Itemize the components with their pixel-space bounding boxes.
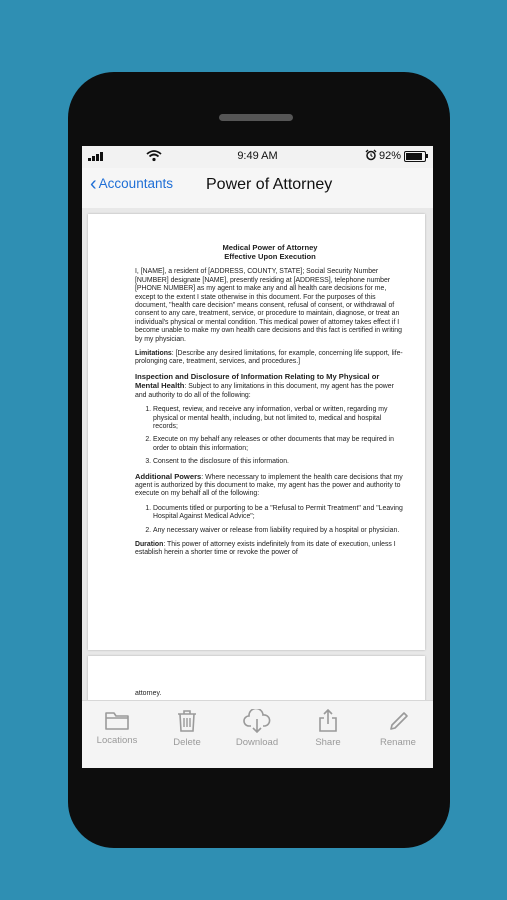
battery-percentage: 92%: [379, 150, 402, 162]
bottom-toolbar: [82, 700, 433, 768]
locations-button[interactable]: [82, 709, 152, 746]
delete-label: Delete: [173, 737, 201, 748]
list-item: 3. Consent to the disclosure of this information.: [153, 458, 405, 466]
rename-label: Rename: [380, 737, 416, 748]
page-title: Power of Attorney: [206, 176, 333, 193]
trash-icon: [176, 709, 198, 733]
list-item: 1. Documents titled or purporting to be a "Refusal to Permit Treatment" and "Leaving Hospital Against Medical Advice";: [153, 505, 405, 522]
document-viewer[interactable]: [82, 208, 433, 700]
inspection-text: : Subject to any limitations in this document, my agent has the power and authority to do all of the following:: [135, 383, 394, 399]
back-button-label: Accountants: [98, 176, 173, 191]
limitations-text: : [Describe any desired limitations, for example, concerning life support, life-prolonging care, treatment, services, and procedures.]: [135, 350, 403, 366]
delete-button[interactable]: [152, 709, 222, 748]
document-content: [135, 243, 405, 564]
rename-button[interactable]: [363, 709, 433, 748]
page2-text: attorney.: [135, 690, 162, 697]
list-item: 2. Any necessary waiver or release from liability required by a hospital or physician.: [153, 527, 405, 535]
list-item: 2. Execute on my behalf any releases or other documents that may be required in order to obtain this information;: [153, 436, 405, 453]
list-item: 1. Request, review, and receive any information, verbal or written, regarding my physical or mental health, including, but not limited to, medical and hospital records;: [153, 406, 405, 431]
battery-icon: [404, 151, 426, 162]
status-time: 9:49 AM: [237, 150, 278, 162]
download-label: Download: [235, 737, 279, 748]
alarm-clock-icon: [365, 149, 377, 161]
navigation-bar: [82, 168, 433, 209]
document-title: Medical Power of Attorney: [222, 243, 318, 252]
additional-powers-heading: Additional Powers: [135, 471, 202, 481]
share-icon: [317, 709, 339, 733]
additional-powers-list: [135, 505, 405, 535]
share-label: Share: [315, 737, 341, 748]
duration-heading: Duration: [135, 540, 164, 548]
phone-speaker: [219, 114, 293, 121]
duration-section: [135, 541, 405, 558]
inspection-list: [135, 406, 405, 466]
duration-text: : This power of attorney exists indefinitely from its date of execution, unless I establish herein a shorter time or revoke the power of: [135, 540, 396, 557]
pencil-icon: [387, 709, 409, 733]
limitations-heading: Limitations: [135, 350, 172, 358]
document-subtitle: Effective Upon Execution: [224, 252, 316, 262]
additional-powers-section: [135, 473, 405, 499]
inspection-section: [135, 373, 405, 400]
inspection-heading: Inspection and Disclosure of Information Relating to My Physical or Mental Health: [135, 371, 380, 391]
back-button[interactable]: [90, 172, 173, 195]
document-intro: I, [NAME], a resident of [ADDRESS, COUNTY, STATE]; Social Security Number [NUMBER] designate [NAME], presently residing at [ADDRESS], telephone number [PHONE NUMBER] as my agent to make any and all health care decisions for me, except to the extent I state otherwise in this document. For the purposes of this document, "health care decision" means consent, refusal of consent, or withdrawal of consent to any care, treatment, service, or procedure to maintain, diagnose, or treat an individual's physical or mental condition. This medical power of attorney takes effect if I become unable to make my own health care decisions and this fact is certified in writing by my physician.: [135, 268, 402, 343]
additional-powers-text: : Where necessary to implement the health care decisions that my agent is authorized by this document to make, my agent has the power and authority to execute on my behalf all of the following:: [135, 473, 403, 498]
locations-label: Locations: [96, 735, 138, 746]
status-bar: [82, 146, 433, 168]
cloud-download-icon: [243, 709, 271, 733]
limitations-section: [135, 350, 405, 367]
chevron-left-icon: ‹: [90, 172, 97, 195]
folder-icon: [104, 709, 130, 731]
document-page: [88, 214, 425, 650]
share-button[interactable]: [293, 709, 363, 748]
download-button[interactable]: [222, 709, 292, 748]
app-screen: [82, 146, 433, 768]
